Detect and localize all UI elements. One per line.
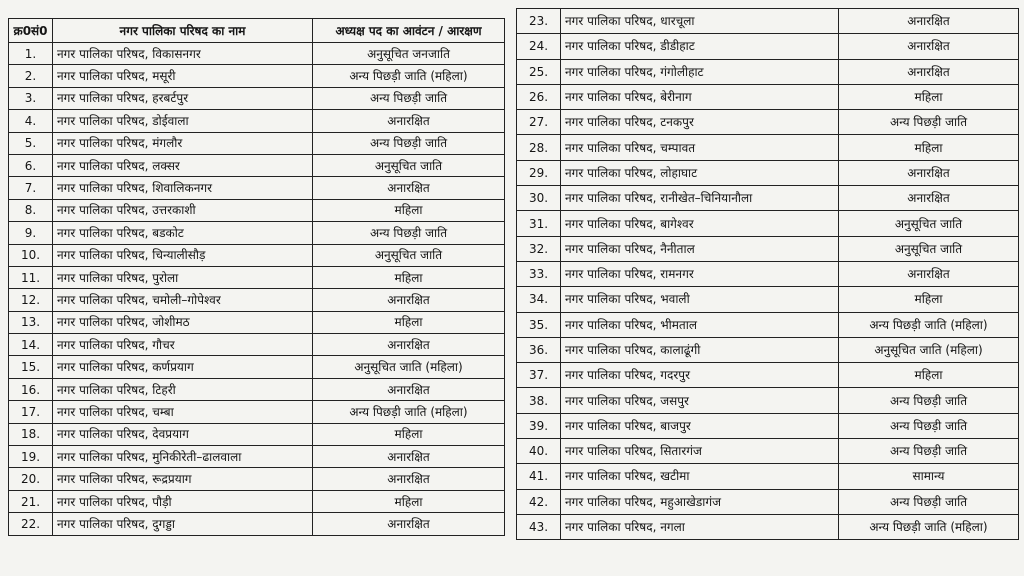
council-name-cell: नगर पालिका परिषद, महुआखेडागंज [561, 489, 839, 514]
reservation-cell: महिला [313, 490, 505, 512]
council-name-cell: नगर पालिका परिषद, धारचूला [561, 9, 839, 34]
council-name-cell: नगर पालिका परिषद, बेरीनाग [561, 84, 839, 109]
table-row [517, 135, 1019, 160]
serial-number-cell: 25. [517, 59, 561, 84]
reservation-cell: अनुसूचित जाति [839, 236, 1019, 261]
council-name-cell: नगर पालिका परिषद, डीडीहाट [561, 34, 839, 59]
council-name-cell: नगर पालिका परिषद, शिवालिकनगर [53, 177, 313, 199]
council-name-cell: नगर पालिका परिषद, डोईवाला [53, 110, 313, 132]
reservation-cell: अनारक्षित [313, 446, 505, 468]
council-name-cell: नगर पालिका परिषद, कर्णप्रयाग [53, 356, 313, 378]
council-name-cell: नगर पालिका परिषद, लक्सर [53, 154, 313, 176]
serial-number-cell: 17. [9, 401, 53, 423]
table-row [517, 337, 1019, 362]
serial-number-cell: 11. [9, 266, 53, 288]
council-name-cell: नगर पालिका परिषद, चम्बा [53, 401, 313, 423]
council-name-cell: नगर पालिका परिषद, हरबर्टपुर [53, 87, 313, 109]
council-name-cell: नगर पालिका परिषद, जसपुर [561, 388, 839, 413]
table-row [9, 87, 505, 109]
header-reservation: अध्यक्ष पद का आवंटन / आरक्षण [313, 19, 505, 43]
council-name-cell: नगर पालिका परिषद, मंगलौर [53, 132, 313, 154]
table-row [9, 423, 505, 445]
left-reservation-table [8, 18, 505, 536]
serial-number-cell: 19. [9, 446, 53, 468]
serial-number-cell: 13. [9, 311, 53, 333]
reservation-cell: अनुसूचित जाति [839, 211, 1019, 236]
serial-number-cell: 9. [9, 222, 53, 244]
council-name-cell: नगर पालिका परिषद, पुरोला [53, 266, 313, 288]
council-name-cell: नगर पालिका परिषद, पौड़ी [53, 490, 313, 512]
serial-number-cell: 30. [517, 186, 561, 211]
serial-number-cell: 27. [517, 110, 561, 135]
serial-number-cell: 1. [9, 43, 53, 65]
table-row [517, 363, 1019, 388]
serial-number-cell: 18. [9, 423, 53, 445]
serial-number-cell: 2. [9, 65, 53, 87]
reservation-cell: अन्य पिछड़ी जाति [839, 439, 1019, 464]
left-table-body [9, 43, 505, 536]
council-name-cell: नगर पालिका परिषद, दुगड्डा [53, 513, 313, 535]
table-row [9, 334, 505, 356]
table-row [9, 311, 505, 333]
reservation-cell: अनारक्षित [313, 110, 505, 132]
table-row [517, 464, 1019, 489]
reservation-cell: अनारक्षित [313, 513, 505, 535]
table-row [517, 34, 1019, 59]
reservation-cell: अनारक्षित [313, 289, 505, 311]
reservation-cell: अनुसूचित जाति (महिला) [313, 356, 505, 378]
serial-number-cell: 23. [517, 9, 561, 34]
header-serial-number: क्र0सं0 [9, 19, 53, 43]
table-row [9, 177, 505, 199]
reservation-cell: अन्य पिछड़ी जाति [313, 222, 505, 244]
table-row [9, 154, 505, 176]
council-name-cell: नगर पालिका परिषद, कालाढूंगी [561, 337, 839, 362]
council-name-cell: नगर पालिका परिषद, बाजपुर [561, 413, 839, 438]
table-row [517, 413, 1019, 438]
serial-number-cell: 43. [517, 514, 561, 539]
council-name-cell: नगर पालिका परिषद, गौचर [53, 334, 313, 356]
serial-number-cell: 36. [517, 337, 561, 362]
serial-number-cell: 26. [517, 84, 561, 109]
council-name-cell: नगर पालिका परिषद, बडकोट [53, 222, 313, 244]
reservation-cell: अनारक्षित [313, 177, 505, 199]
serial-number-cell: 10. [9, 244, 53, 266]
serial-number-cell: 5. [9, 132, 53, 154]
table-row [9, 378, 505, 400]
table-row [517, 236, 1019, 261]
council-name-cell: नगर पालिका परिषद, नैनीताल [561, 236, 839, 261]
council-name-cell: नगर पालिका परिषद, रानीखेत–चिनियानौला [561, 186, 839, 211]
council-name-cell: नगर पालिका परिषद, भीमताल [561, 312, 839, 337]
serial-number-cell: 4. [9, 110, 53, 132]
reservation-cell: महिला [313, 423, 505, 445]
serial-number-cell: 37. [517, 363, 561, 388]
council-name-cell: नगर पालिका परिषद, गदरपुर [561, 363, 839, 388]
council-name-cell: नगर पालिका परिषद, मुनिकीरेती–ढालवाला [53, 446, 313, 468]
council-name-cell: नगर पालिका परिषद, चिन्यालीसौड़ [53, 244, 313, 266]
reservation-cell: अनारक्षित [313, 334, 505, 356]
table-row [517, 211, 1019, 236]
reservation-cell: अनारक्षित [839, 186, 1019, 211]
table-row [9, 244, 505, 266]
table-row [517, 84, 1019, 109]
table-row [9, 513, 505, 535]
header-council-name: नगर पालिका परिषद का नाम [53, 19, 313, 43]
table-row [517, 186, 1019, 211]
reservation-cell: अन्य पिछड़ी जाति (महिला) [839, 312, 1019, 337]
council-name-cell: नगर पालिका परिषद, टिहरी [53, 378, 313, 400]
serial-number-cell: 14. [9, 334, 53, 356]
council-name-cell: नगर पालिका परिषद, देवप्रयाग [53, 423, 313, 445]
serial-number-cell: 40. [517, 439, 561, 464]
serial-number-cell: 39. [517, 413, 561, 438]
reservation-cell: सामान्य [839, 464, 1019, 489]
council-name-cell: नगर पालिका परिषद, खटीमा [561, 464, 839, 489]
table-row [9, 199, 505, 221]
reservation-cell: महिला [313, 266, 505, 288]
council-name-cell: नगर पालिका परिषद, रामनगर [561, 261, 839, 286]
table-row [517, 489, 1019, 514]
reservation-cell: अन्य पिछड़ी जाति (महिला) [839, 514, 1019, 539]
table-row [517, 439, 1019, 464]
reservation-cell: अनारक्षित [839, 160, 1019, 185]
council-name-cell: नगर पालिका परिषद, जोशीमठ [53, 311, 313, 333]
serial-number-cell: 33. [517, 261, 561, 286]
right-table-body [517, 9, 1019, 540]
serial-number-cell: 8. [9, 199, 53, 221]
reservation-cell: अन्य पिछड़ी जाति [839, 110, 1019, 135]
reservation-cell: अन्य पिछड़ी जाति (महिला) [313, 65, 505, 87]
reservation-cell: महिला [839, 84, 1019, 109]
table-row [9, 401, 505, 423]
council-name-cell: नगर पालिका परिषद, चमोली–गोपेश्वर [53, 289, 313, 311]
serial-number-cell: 24. [517, 34, 561, 59]
reservation-cell: अन्य पिछड़ी जाति [313, 132, 505, 154]
table-row [517, 312, 1019, 337]
right-reservation-table [516, 8, 1019, 540]
table-row [517, 261, 1019, 286]
table-row [517, 110, 1019, 135]
table-row [517, 514, 1019, 539]
table-row [9, 222, 505, 244]
table-row [517, 160, 1019, 185]
table-row [9, 356, 505, 378]
serial-number-cell: 22. [9, 513, 53, 535]
council-name-cell: नगर पालिका परिषद, लोहाघाट [561, 160, 839, 185]
reservation-cell: अन्य पिछड़ी जाति [313, 87, 505, 109]
reservation-cell: अन्य पिछड़ी जाति [839, 388, 1019, 413]
reservation-cell: महिला [313, 311, 505, 333]
reservation-cell: अनुसूचित जाति [313, 244, 505, 266]
serial-number-cell: 6. [9, 154, 53, 176]
council-name-cell: नगर पालिका परिषद, गंगोलीहाट [561, 59, 839, 84]
table-row [9, 446, 505, 468]
serial-number-cell: 29. [517, 160, 561, 185]
reservation-cell: अनुसूचित जनजाति [313, 43, 505, 65]
table-row [517, 388, 1019, 413]
table-row [517, 59, 1019, 84]
serial-number-cell: 21. [9, 490, 53, 512]
council-name-cell: नगर पालिका परिषद, टनकपुर [561, 110, 839, 135]
serial-number-cell: 15. [9, 356, 53, 378]
council-name-cell: नगर पालिका परिषद, बागेश्वर [561, 211, 839, 236]
table-row [9, 110, 505, 132]
serial-number-cell: 35. [517, 312, 561, 337]
reservation-cell: अनुसूचित जाति (महिला) [839, 337, 1019, 362]
reservation-cell: अन्य पिछड़ी जाति [839, 413, 1019, 438]
table-row [9, 289, 505, 311]
table-row [517, 287, 1019, 312]
council-name-cell: नगर पालिका परिषद, सितारगंज [561, 439, 839, 464]
table-row [517, 9, 1019, 34]
council-name-cell: नगर पालिका परिषद, चम्पावत [561, 135, 839, 160]
serial-number-cell: 42. [517, 489, 561, 514]
council-name-cell: नगर पालिका परिषद, विकासनगर [53, 43, 313, 65]
serial-number-cell: 20. [9, 468, 53, 490]
serial-number-cell: 32. [517, 236, 561, 261]
reservation-cell: अनारक्षित [313, 468, 505, 490]
table-row [9, 132, 505, 154]
serial-number-cell: 3. [9, 87, 53, 109]
council-name-cell: नगर पालिका परिषद, उत्तरकाशी [53, 199, 313, 221]
serial-number-cell: 7. [9, 177, 53, 199]
serial-number-cell: 34. [517, 287, 561, 312]
serial-number-cell: 31. [517, 211, 561, 236]
reservation-cell: अनारक्षित [839, 9, 1019, 34]
table-row [9, 65, 505, 87]
table-row [9, 266, 505, 288]
serial-number-cell: 16. [9, 378, 53, 400]
council-name-cell: नगर पालिका परिषद, मसूरी [53, 65, 313, 87]
table-header-row [9, 19, 505, 43]
table-row [9, 468, 505, 490]
serial-number-cell: 38. [517, 388, 561, 413]
reservation-cell: अनारक्षित [839, 34, 1019, 59]
reservation-cell: अनारक्षित [313, 378, 505, 400]
council-name-cell: नगर पालिका परिषद, नगला [561, 514, 839, 539]
reservation-cell: महिला [839, 363, 1019, 388]
reservation-cell: महिला [313, 199, 505, 221]
reservation-cell: महिला [839, 135, 1019, 160]
council-name-cell: नगर पालिका परिषद, भवाली [561, 287, 839, 312]
reservation-cell: अन्य पिछड़ी जाति [839, 489, 1019, 514]
reservation-cell: अनारक्षित [839, 261, 1019, 286]
serial-number-cell: 41. [517, 464, 561, 489]
council-name-cell: नगर पालिका परिषद, रूद्रप्रयाग [53, 468, 313, 490]
reservation-cell: अनारक्षित [839, 59, 1019, 84]
reservation-cell: महिला [839, 287, 1019, 312]
table-row [9, 43, 505, 65]
reservation-cell: अनुसूचित जाति [313, 154, 505, 176]
table-row [9, 490, 505, 512]
serial-number-cell: 28. [517, 135, 561, 160]
reservation-cell: अन्य पिछड़ी जाति (महिला) [313, 401, 505, 423]
serial-number-cell: 12. [9, 289, 53, 311]
